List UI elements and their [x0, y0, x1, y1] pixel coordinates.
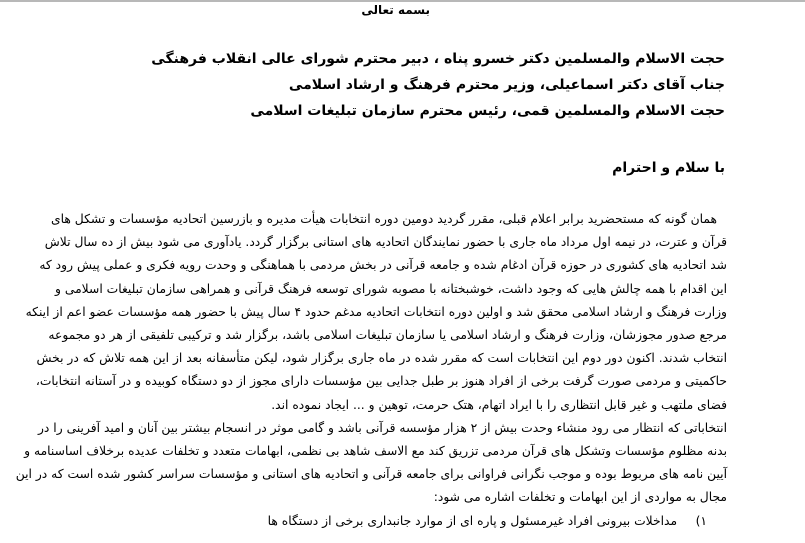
body-line: فضای ملتهب و غیر قابل انتظاری را با ایراد اتهام، هتک حرمت، توهین و ... ایجاد نموده اند. [271, 397, 727, 412]
addressee-line: حجت الاسلام والمسلمین قمی، رئیس محترم سازمان تبلیغات اسلامی [250, 103, 725, 119]
body-line: قرآن و عترت، در نیمه اول مرداد ماه جاری با حضور نمایندگان اتحادیه های استانی برگزار گردد. یادآوری می شود بیش از ده سال تلاش [44, 235, 727, 250]
body-line: انتخاب شدند. اکنون دور دوم این انتخابات است که مقرر شده در ماه جاری برگزار شود، لیکن متأسفانه بعد از این همه تلاش که در بخش [36, 351, 727, 366]
body-line: شد اتحادیه های کشوری در حوزه قرآن ادغام شده و جامعه قرآنی در بخش مردمی با هماهنگی و وحدت رویه فکری و عملی پیش رود که [39, 258, 727, 273]
addressee-block [151, 46, 725, 124]
body-line: این اقدام با همه چالش هایی که وجود داشت، خوشبختانه با مصوبه شورای توسعه فرهنگ قرآنی و همراهی سازمان تبلیغات اسلامی و [55, 281, 727, 296]
basmala-heading: بسمه تعالی [361, 3, 430, 17]
list-item-text: مداخلات بیرونی افراد غیرمسئول و پاره ای از موارد جانبداری برخی از دستگاه ها [267, 513, 678, 528]
body-line: آیین نامه های مربوط بوده و موجب نگرانی فراوانی برای جامعه قرآنی و اتحادیه های استانی و مؤسسات سراسر کشور شده است که در این [15, 467, 727, 482]
numbered-list [62, 510, 727, 533]
body-line: مرجع صدور مجوزشان، وزارت فرهنگ و ارشاد اسلامی یا سازمان تبلیغات اسلامی باشد، برگزار شد و ترکیبی تلفیقی از هر دو مجموعه [48, 328, 727, 343]
addressee-line: حجت الاسلام والمسلمین دکتر خسرو پناه ، دبیر محترم شورای عالی انقلاب فرهنگی [151, 51, 725, 67]
paragraph-1 [25, 208, 727, 417]
list-item [62, 510, 727, 533]
body-line: مجال به مواردی از این ابهامات و تخلفات اشاره می شود: [433, 490, 727, 505]
body-line: وزارت فرهنگ و ارشاد اسلامی محقق شد و اولین دوره انتخابات اتحادیه مدغم حدود ۴ سال پیش با حضور همه مؤسسات عضو اعم از اینکه [25, 304, 727, 319]
paragraph-2 [15, 417, 727, 510]
body-line: بدنه مظلوم مؤسسات وتشکل های قرآن مردمی تزریق کند مع الاسف شاهد بی نظمی، ابهامات متعدد و تخلفات عدیده برخلاف اساسنامه و [24, 444, 727, 459]
list-item-number: ۱) [695, 513, 707, 528]
greeting: با سلام و احترام [612, 160, 725, 176]
body-line: همان گونه که مستحضرید برابر اعلام قبلی، مقرر گردید دومین دوره انتخابات هیأت مدیره و بازرسین اتحادیه مؤسسات و تشکل های [51, 212, 717, 226]
addressee-line: جناب آقای دکتر اسماعیلی، وزیر محترم فرهنگ و ارشاد اسلامی [288, 77, 725, 93]
body-line: حاکمیتی و مردمی صورت گرفت برخی از افراد هنوز بر طبل جدایی بین مؤسسات دارای مجوز از دو دستگاه کوبیده و در آستانه انتخابات، [35, 374, 727, 389]
letter-body [15, 208, 727, 533]
body-line: انتخاباتی که انتظار می رود منشاء وحدت بیش از ۲ هزار مؤسسه قرآنی باشد و گامی موثر در انسجام بیشتر بین آنان و امید آفرینی را در [37, 420, 727, 435]
